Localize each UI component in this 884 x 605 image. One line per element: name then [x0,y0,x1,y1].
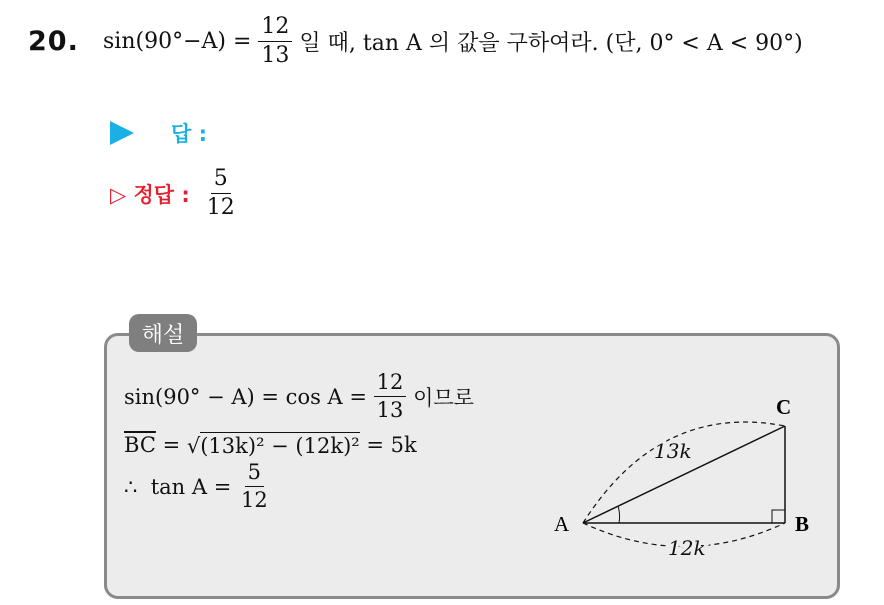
solution-line1-post: 이므로 [406,385,474,410]
question-pre: sin(90°−A) = [103,29,259,54]
play-triangle-icon [110,121,134,145]
solution-line1-den: 13 [376,398,404,422]
solution-line2-post: = 5k [359,433,417,457]
question-fraction [258,16,292,67]
correct-frac-num: 5 [211,168,231,194]
question-post: 일 때, tan A 의 값을 구하여라. (단, 0° < A < 90°) [292,31,803,56]
solution-line-1 [124,372,474,421]
solution-line2-eq: = [155,433,187,457]
question-frac-num: 12 [258,16,292,42]
solution-line3-den: 12 [240,488,268,512]
solution-line3-fraction [238,462,271,511]
solution-line1-num: 12 [374,372,407,397]
solution-badge: 해설 [129,314,197,352]
angle-a-arc [618,506,620,523]
right-angle-mark [772,510,785,523]
answer-row [110,118,207,148]
solution-line1-pre: sin(90° − A) = cos A = [124,384,374,409]
sqrt-radicand: (13k)² − (12k)² [200,434,360,458]
solution-line-3 [124,462,271,511]
correct-frac-den: 12 [206,195,235,220]
correct-answer-fraction [204,168,238,219]
right-triangle-diagram [550,392,830,572]
solution-line-2 [124,432,417,458]
vertex-c-label: C [776,395,792,419]
question-text [103,16,803,67]
base-length-label: 12k [668,536,706,560]
question-number: 20. [28,26,79,57]
hypotenuse-length-label: 13k [654,439,692,463]
vertex-a-label: A [554,512,570,536]
solution-line3-num: 5 [245,462,264,487]
question-frac-den: 13 [261,43,290,68]
answer-label: 답 : [171,122,207,146]
segment-bc: $\overline{BC}$ [124,433,156,457]
correct-answer-label: ▷ 정답 : [110,182,190,207]
correct-answer-row [110,168,238,219]
sqrt-sign-icon: √ [186,434,201,458]
sqrt-expression [187,432,360,458]
vertex-b-label: B [795,512,810,536]
solution-line3-pre: ∴ tan A = [124,474,238,499]
solution-line1-fraction [374,372,407,421]
